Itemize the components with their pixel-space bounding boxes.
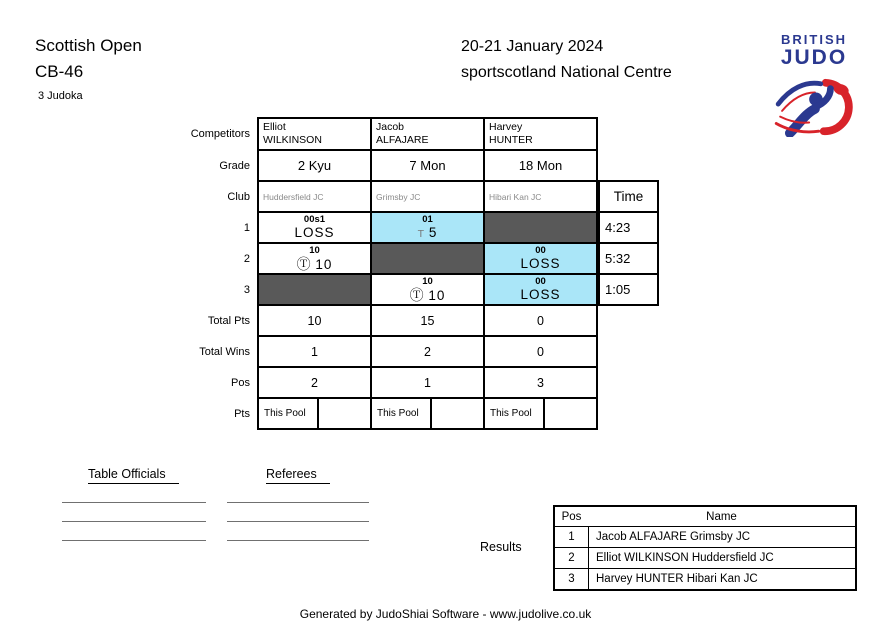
signature-line <box>62 540 206 541</box>
results-header-row <box>555 507 855 527</box>
match-score-cell <box>372 275 483 304</box>
score-code: 00s1 <box>303 214 326 225</box>
competitor-last-name: HUNTER <box>489 134 533 146</box>
competitor-first-name: Elliot <box>263 121 286 133</box>
results-row <box>555 527 855 548</box>
results-row <box>555 548 855 569</box>
match-score-cell-winner <box>372 213 483 242</box>
score-result: 10 <box>428 288 446 303</box>
competitor-name-cell <box>372 119 483 149</box>
signature-line <box>62 521 206 522</box>
this-pool-label: This Pool <box>259 399 319 428</box>
referees-heading: Referees <box>266 467 330 484</box>
score-symbol: Ⓣ <box>409 287 424 303</box>
competitor-name-cell <box>485 119 596 149</box>
results-row <box>555 569 855 589</box>
position-cell: 1 <box>372 368 483 397</box>
category-code: CB-46 <box>35 62 84 81</box>
result-position: 3 <box>555 569 589 589</box>
match-time: 5:32 <box>600 244 657 273</box>
club-cell: Grimsby JC <box>372 182 483 211</box>
position-cell: 2 <box>259 368 370 397</box>
logo-text-judo: JUDO <box>780 46 848 69</box>
row-label-grade: Grade <box>219 159 250 172</box>
match-time: 4:23 <box>600 213 657 242</box>
row-label-competitors: Competitors <box>190 128 250 140</box>
event-venue: sportscotland National Centre <box>461 64 672 81</box>
this-pool-label: This Pool <box>485 399 545 428</box>
header-left <box>35 33 142 104</box>
grade-cell: 7 Mon <box>372 151 483 180</box>
results-col-pos: Pos <box>561 510 582 523</box>
result-position: 2 <box>555 548 589 568</box>
pts-value-blank <box>545 399 596 428</box>
row-label-match-3: 3 <box>243 283 250 296</box>
pts-cell <box>372 399 483 428</box>
pts-cell <box>485 399 596 428</box>
result-name: Elliot WILKINSON Huddersfield JC <box>596 552 774 564</box>
pts-value-blank <box>319 399 370 428</box>
match-cell-blocked <box>485 213 596 242</box>
result-name: Harvey HUNTER Hibari Kan JC <box>596 573 758 585</box>
match-score-cell-loser <box>485 275 596 304</box>
results-label: Results <box>480 540 522 554</box>
results-table <box>553 505 857 591</box>
score-symbol: Ⓣ <box>296 256 311 272</box>
match-score-cell-loser <box>485 244 596 273</box>
time-column <box>598 180 659 306</box>
score-result: 5 <box>428 225 438 240</box>
competitor-last-name: WILKINSON <box>263 134 322 146</box>
competitor-first-name: Jacob <box>376 121 405 133</box>
total-pts-cell: 15 <box>372 306 483 335</box>
grade-cell: 18 Mon <box>485 151 596 180</box>
total-wins-cell: 2 <box>372 337 483 366</box>
row-label-club: Club <box>227 190 250 203</box>
table-officials-heading: Table Officials <box>88 467 179 484</box>
competitor-first-name: Harvey <box>489 121 523 133</box>
row-label-total-pts: Total Pts <box>207 314 250 327</box>
pts-cell <box>259 399 370 428</box>
british-judo-logo <box>766 33 862 142</box>
match-score-cell <box>259 244 370 273</box>
header-center <box>461 34 672 86</box>
match-score-cell <box>259 213 370 242</box>
judoka-figure-icon <box>770 77 858 137</box>
competitor-last-name: ALFAJARE <box>376 134 429 146</box>
score-code: 00 <box>535 245 546 256</box>
this-pool-label: This Pool <box>372 399 432 428</box>
score-result: LOSS <box>520 287 561 302</box>
logo-text-british: BRITISH <box>781 32 847 47</box>
total-pts-cell: 10 <box>259 306 370 335</box>
event-date: 20-21 January 2024 <box>461 38 604 55</box>
row-label-total-wins: Total Wins <box>199 345 250 358</box>
pts-value-blank <box>432 399 483 428</box>
match-cell-blocked <box>372 244 483 273</box>
total-pts-cell: 0 <box>485 306 596 335</box>
match-time: 1:05 <box>600 275 657 304</box>
score-result: LOSS <box>520 256 561 271</box>
row-label-pts: Pts <box>234 407 250 420</box>
total-wins-cell: 1 <box>259 337 370 366</box>
row-label-match-2: 2 <box>243 252 250 265</box>
tournament-title: Scottish Open <box>35 36 142 55</box>
score-code: 01 <box>422 214 433 225</box>
grade-cell: 2 Kyu <box>259 151 370 180</box>
position-cell: 3 <box>485 368 596 397</box>
result-position: 1 <box>555 527 589 547</box>
score-code: 10 <box>422 276 433 287</box>
total-wins-cell: 0 <box>485 337 596 366</box>
signature-line <box>227 502 369 503</box>
score-code: 00 <box>535 276 546 287</box>
match-cell-blocked <box>259 275 370 304</box>
generator-credit: Generated by JudoShiai Software - www.judolive.co.uk <box>299 607 592 621</box>
score-result: 10 <box>315 257 333 272</box>
competitor-name-cell <box>259 119 370 149</box>
club-cell: Hibari Kan JC <box>485 182 596 211</box>
score-code: 10 <box>309 245 320 256</box>
pool-table <box>257 117 598 430</box>
club-cell: Huddersfield JC <box>259 182 370 211</box>
signature-line <box>62 502 206 503</box>
judoka-count: 3 Judoka <box>38 90 83 102</box>
signature-line <box>227 521 369 522</box>
signature-line <box>227 540 369 541</box>
results-col-name: Name <box>706 510 737 523</box>
row-label-match-1: 1 <box>243 221 250 234</box>
score-result: LOSS <box>294 225 335 240</box>
result-name: Jacob ALFAJARE Grimsby JC <box>596 531 751 543</box>
score-symbol: T <box>417 228 425 240</box>
row-label-pos: Pos <box>231 376 250 389</box>
time-header: Time <box>600 182 657 211</box>
